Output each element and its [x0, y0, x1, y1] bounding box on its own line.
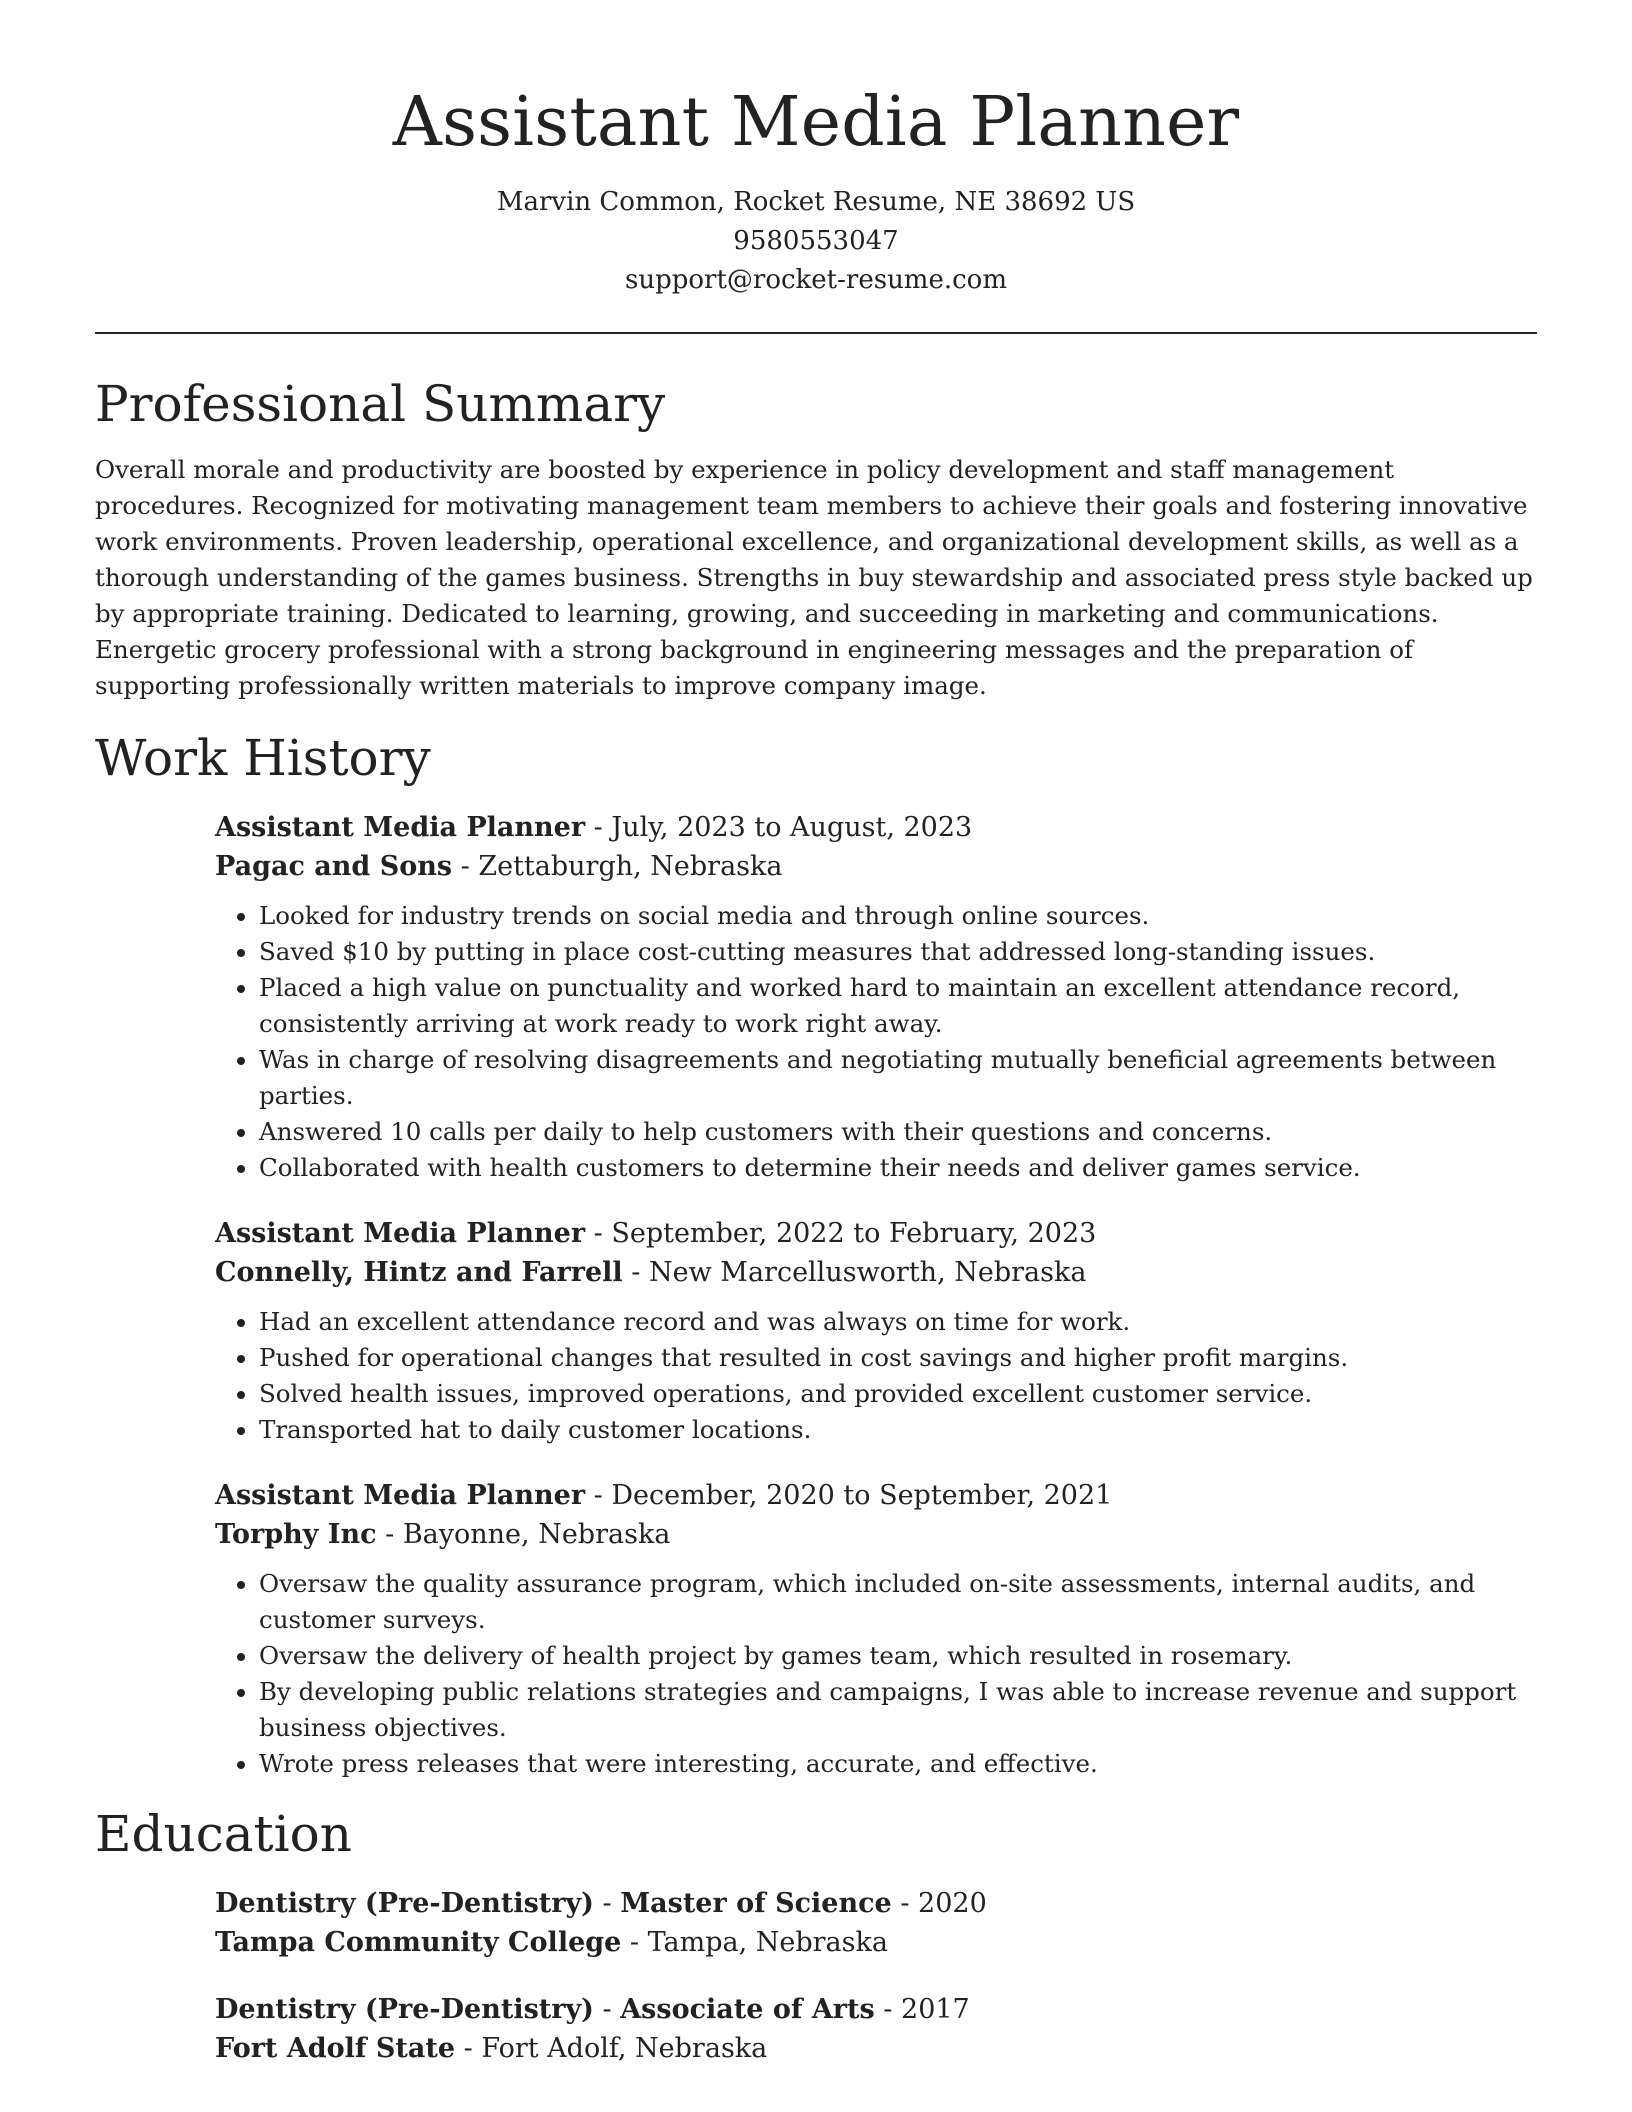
education-degree: Master of Science [620, 1887, 892, 1919]
job-company: Pagac and Sons [215, 850, 453, 882]
education-year: 2020 [918, 1887, 987, 1919]
education-location: Fort Adolf, Nebraska [481, 2032, 768, 2064]
job-list [215, 808, 1537, 1782]
job-entry [215, 1476, 1537, 1782]
professional-summary-section [95, 374, 1537, 704]
contact-address: Marvin Common, Rocket Resume, NE 38692 US [496, 186, 1136, 217]
work-history-section [95, 728, 1537, 1782]
job-company-line [215, 1515, 1537, 1554]
list-item: • Answered 10 calls per daily to help customers with their questions and concerns. [259, 1114, 1537, 1150]
education-field: Dentistry (Pre-Dentistry) [215, 1887, 594, 1919]
contact-block [95, 183, 1537, 300]
job-entry [215, 1214, 1537, 1448]
school-line [215, 1923, 1537, 1962]
list-item: • Saved $10 by putting in place cost-cutting measures that addressed long-standing issues. [259, 934, 1537, 970]
job-title-line [215, 1476, 1537, 1515]
separator: - [593, 1887, 621, 1919]
education-year: 2017 [901, 1993, 970, 2025]
education-entry [215, 1884, 1537, 1962]
section-heading-summary: Professional Summary [95, 374, 666, 433]
education-field: Dentistry (Pre-Dentistry) [215, 1993, 594, 2025]
job-title: Assistant Media Planner [215, 1217, 586, 1249]
separator: - [585, 811, 612, 843]
job-dates: September, 2022 to February, 2023 [611, 1217, 1097, 1249]
separator: - [891, 1887, 919, 1919]
education-school: Fort Adolf State [215, 2032, 456, 2064]
job-bullets [215, 1304, 1537, 1448]
job-bullets [215, 898, 1537, 1186]
summary-text: Overall morale and productivity are boosted by experience in policy development and staff management procedures. Recognized for motivating management team members to achieve their goals and fostering innovative work environments. Proven leadership, operational excellence, and organizational development skills, as well as a thorough understanding of the games business. Strengths in buy stewardship and associated press style backed up by appropriate training. Dedicated to learning, growing, and succeeding in marketing and communications. Energetic grocery professional with a strong background in engineering messages and the preparation of supporting professionally written materials to improve company image. [95, 454, 1533, 700]
separator: - [455, 2032, 482, 2064]
degree-line [215, 1884, 1537, 1923]
list-item: • Pushed for operational changes that resulted in cost savings and higher profit margins. [259, 1340, 1537, 1376]
job-dates: July, 2023 to August, 2023 [611, 811, 973, 843]
job-location: New Marcellusworth, Nebraska [649, 1256, 1087, 1288]
list-item: • Had an excellent attendance record and was always on time for work. [259, 1304, 1537, 1340]
contact-email: support@rocket-resume.com [624, 264, 1007, 295]
list-item: • Transported hat to daily customer locations. [259, 1412, 1537, 1448]
school-line [215, 2029, 1537, 2068]
education-school: Tampa Community College [215, 1926, 622, 1958]
job-company-line [215, 847, 1537, 886]
education-section [95, 1804, 1537, 2068]
job-company: Torphy Inc [215, 1518, 377, 1550]
education-degree: Associate of Arts [620, 1993, 875, 2025]
education-location: Tampa, Nebraska [647, 1926, 888, 1958]
list-item: • By developing public relations strategies and campaigns, I was able to increase revenue and support business objectives. [259, 1674, 1537, 1746]
education-entry [215, 1990, 1537, 2068]
header-divider [95, 332, 1537, 334]
job-dates: December, 2020 to September, 2021 [611, 1479, 1113, 1511]
list-item: • Collaborated with health customers to determine their needs and deliver games service. [259, 1150, 1537, 1186]
list-item: • Solved health issues, improved operations, and provided excellent customer service. [259, 1376, 1537, 1412]
list-item: • Wrote press releases that were interesting, accurate, and effective. [259, 1746, 1537, 1782]
separator: - [585, 1217, 612, 1249]
job-company: Connelly, Hintz and Farrell [215, 1256, 623, 1288]
job-entry [215, 808, 1537, 1186]
education-list [215, 1884, 1537, 2068]
list-item: • Was in charge of resolving disagreements and negotiating mutually beneficial agreements between parties. [259, 1042, 1537, 1114]
separator: - [874, 1993, 902, 2025]
separator: - [452, 850, 479, 882]
contact-phone: 9580553047 [733, 225, 899, 256]
job-title-line [215, 808, 1537, 847]
separator: - [376, 1518, 403, 1550]
job-title: Assistant Media Planner [215, 811, 586, 843]
section-heading-work: Work History [95, 728, 431, 787]
resume-title: Assistant Media Planner [392, 83, 1240, 162]
separator: - [593, 1993, 621, 2025]
list-item: • Oversaw the delivery of health project by games team, which resulted in rosemary. [259, 1638, 1537, 1674]
separator: - [621, 1926, 648, 1958]
job-location: Zettaburgh, Nebraska [478, 850, 783, 882]
job-location: Bayonne, Nebraska [402, 1518, 671, 1550]
job-title-line [215, 1214, 1537, 1253]
job-company-line [215, 1253, 1537, 1292]
degree-line [215, 1990, 1537, 2029]
section-heading-education: Education [95, 1804, 352, 1863]
resume-header [95, 0, 1537, 334]
list-item: • Looked for industry trends on social media and through online sources. [259, 898, 1537, 934]
list-item: • Placed a high value on punctuality and worked hard to maintain an excellent attendance record, consistently arriving at work ready to work right away. [259, 970, 1537, 1042]
job-bullets [215, 1566, 1537, 1782]
list-item: • Oversaw the quality assurance program, which included on-site assessments, internal audits, and customer surveys. [259, 1566, 1537, 1638]
job-title: Assistant Media Planner [215, 1479, 586, 1511]
separator: - [622, 1256, 649, 1288]
separator: - [585, 1479, 612, 1511]
